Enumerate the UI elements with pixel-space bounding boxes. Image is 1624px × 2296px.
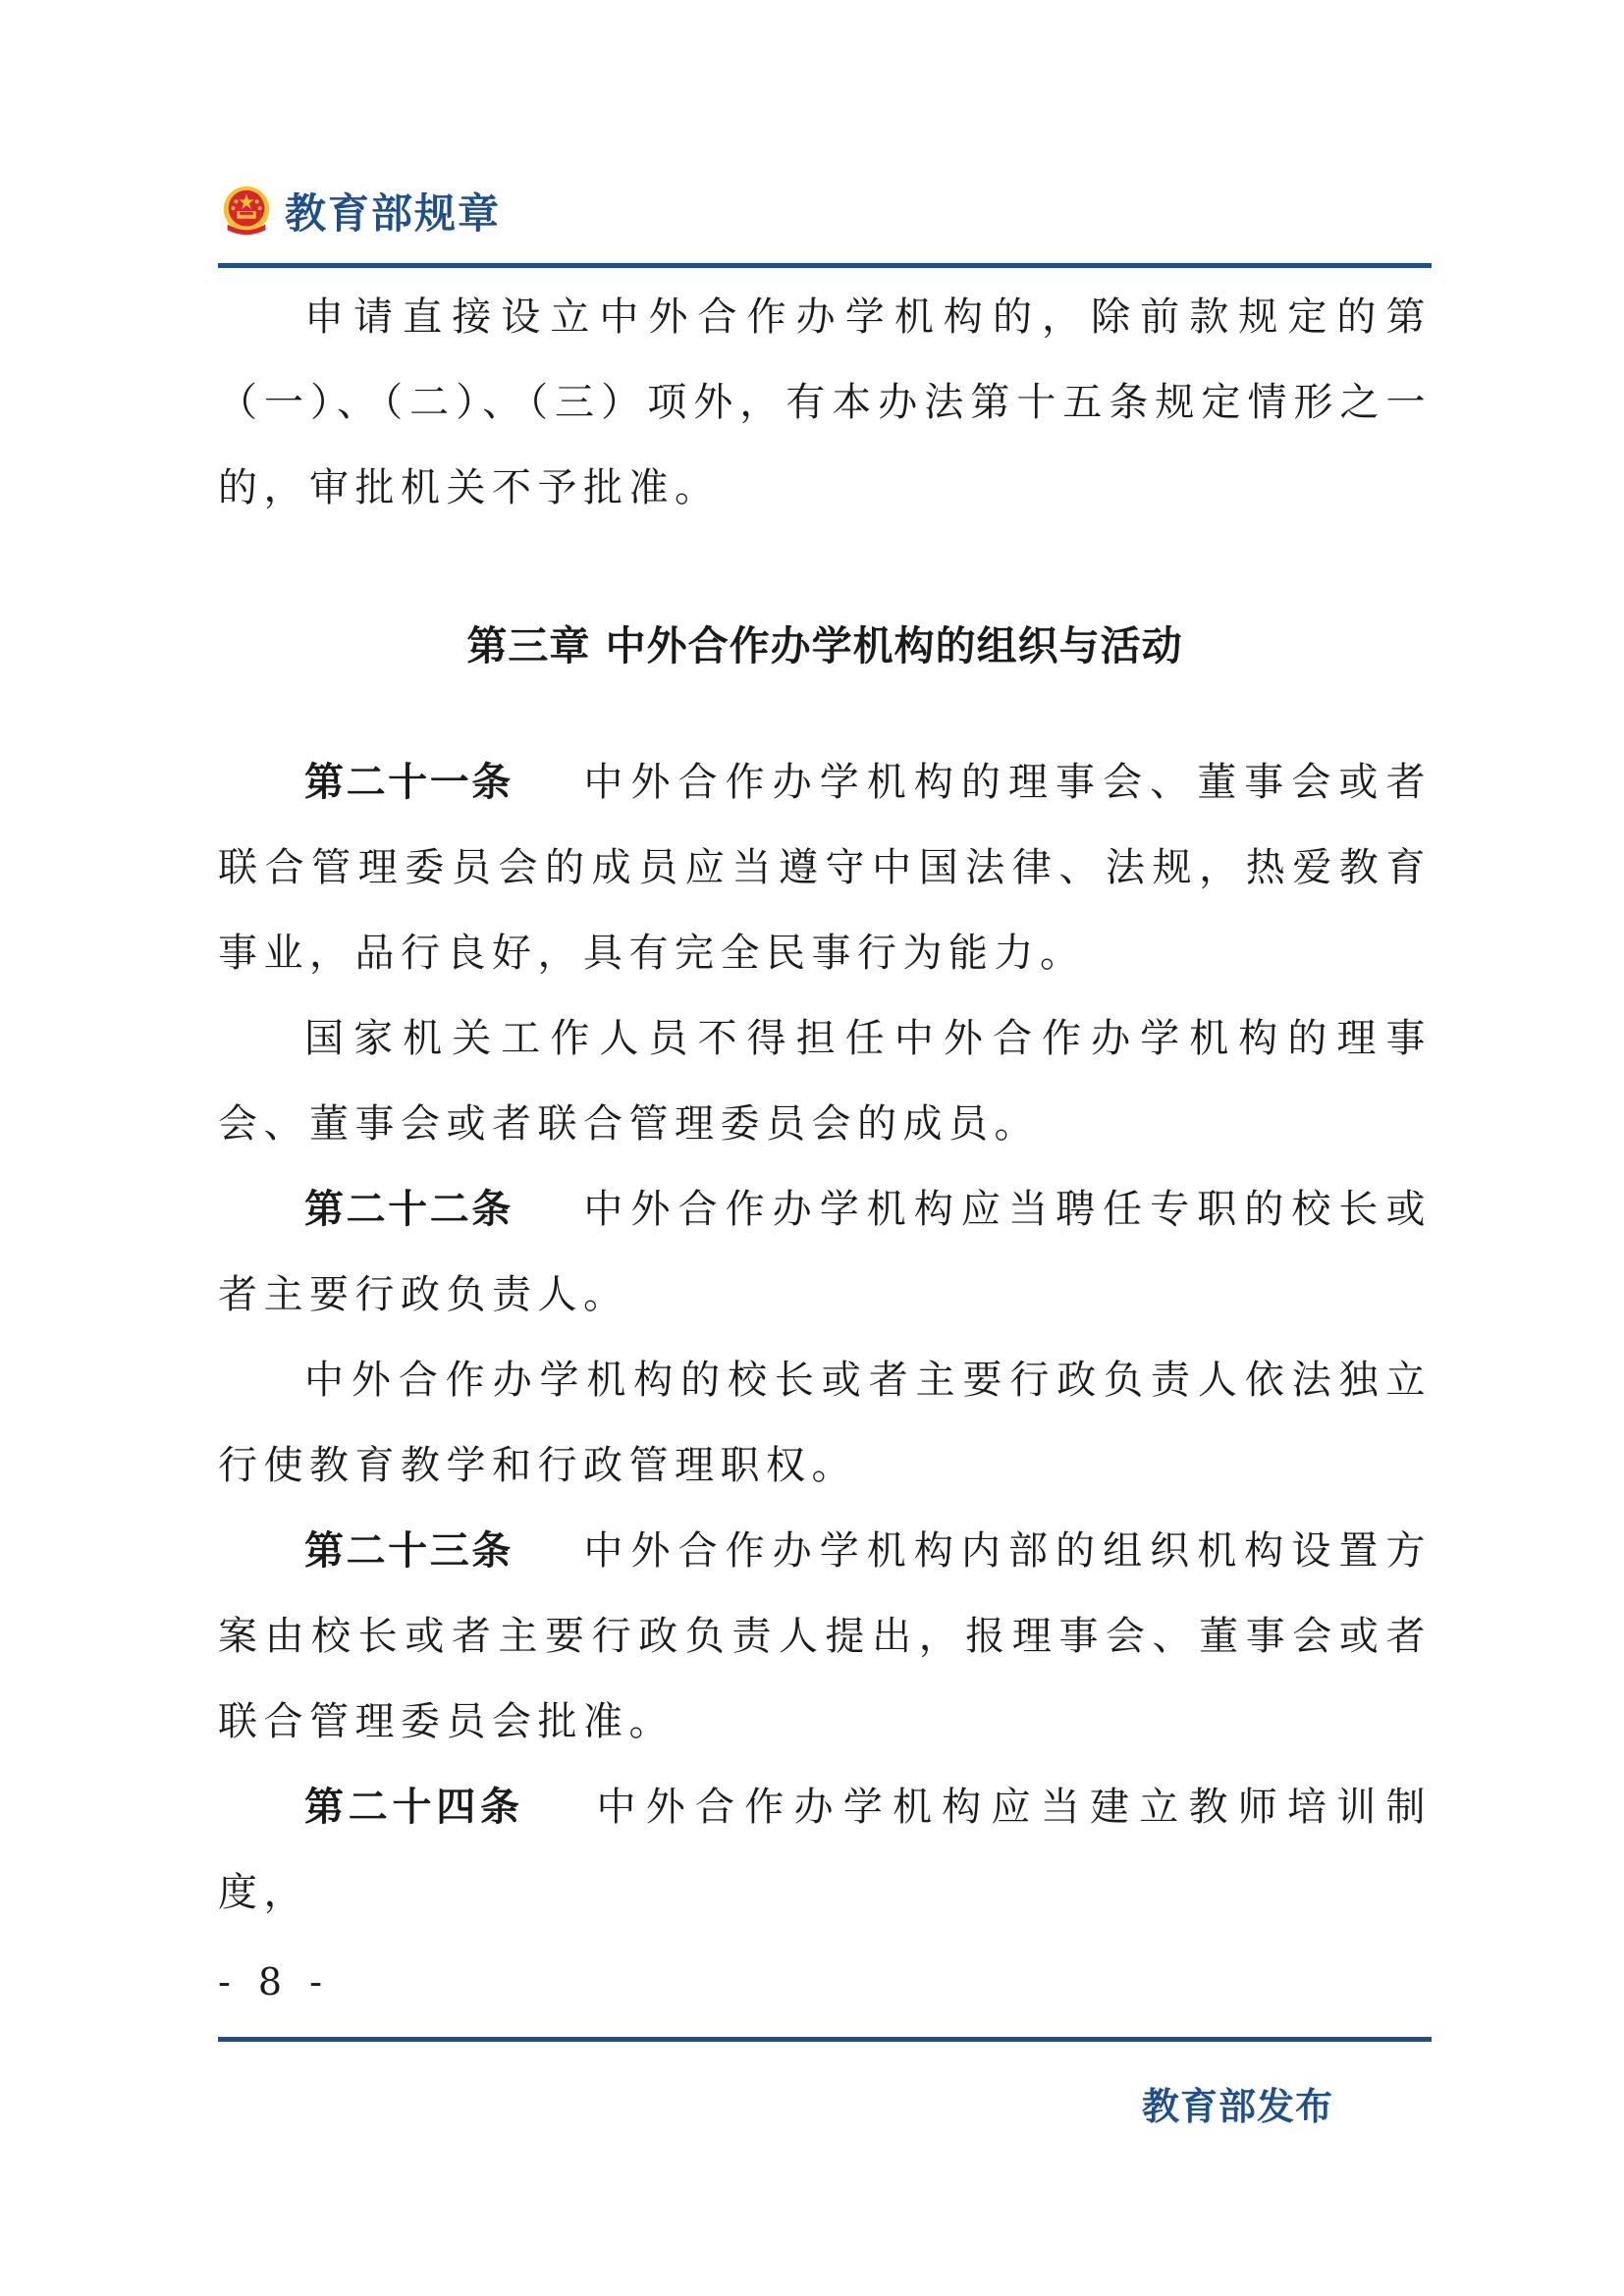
national-emblem-icon <box>218 183 275 240</box>
chapter-title: 第三章 中外合作办学机构的组织与活动 <box>466 622 1183 669</box>
paragraph: 中外合作办学机构的校长或者主要行政负责人依法独立行使教育教学和行政管理职权。 <box>218 1358 1432 1488</box>
document-body <box>218 275 1432 1936</box>
article-text: 中外合作办学机构的理事会、董事会或者联合管理委员会的成员应当遵守中国法律、法规，热爱教育事业，品行良好，具有完全民事行为能力。 <box>218 760 1433 976</box>
article-text: 中外合作办学机构应当聘任专职的校长或者主要行政负责人。 <box>218 1187 1433 1317</box>
article-22 <box>218 1167 1432 1338</box>
article-label: 第二十二条 <box>304 1187 514 1232</box>
article-label: 第二十一条 <box>304 760 514 805</box>
article-label: 第二十三条 <box>304 1528 514 1574</box>
article-label: 第二十四条 <box>304 1785 524 1830</box>
document-header <box>218 177 501 245</box>
header-title: 教育部规章 <box>285 189 502 238</box>
header-divider <box>218 263 1432 268</box>
paragraph: 申请直接设立中外合作办学机构的，除前款规定的第（一）、（二）、（三）项外，有本办法第十五条规定情形之一的，审批机关不予批准。 <box>218 294 1432 510</box>
publisher-label: 教育部发布 <box>1141 2085 1333 2128</box>
article-text: 中外合作办学机构内部的组织机构设置方案由校长或者主要行政负责人提出，报理事会、董事会或者联合管理委员会批准。 <box>218 1528 1433 1744</box>
page-number: - 8 - <box>218 1960 331 2003</box>
article-21 <box>218 740 1432 996</box>
article-text: 中外合作办学机构应当建立教师培训制度， <box>218 1785 1432 1915</box>
article-23 <box>218 1509 1432 1765</box>
paragraph: 国家机关工作人员不得担任中外合作办学机构的理事会、董事会或者联合管理委员会的成员。 <box>218 1016 1432 1147</box>
article-24 <box>218 1765 1432 1936</box>
footer-divider <box>218 2037 1432 2042</box>
